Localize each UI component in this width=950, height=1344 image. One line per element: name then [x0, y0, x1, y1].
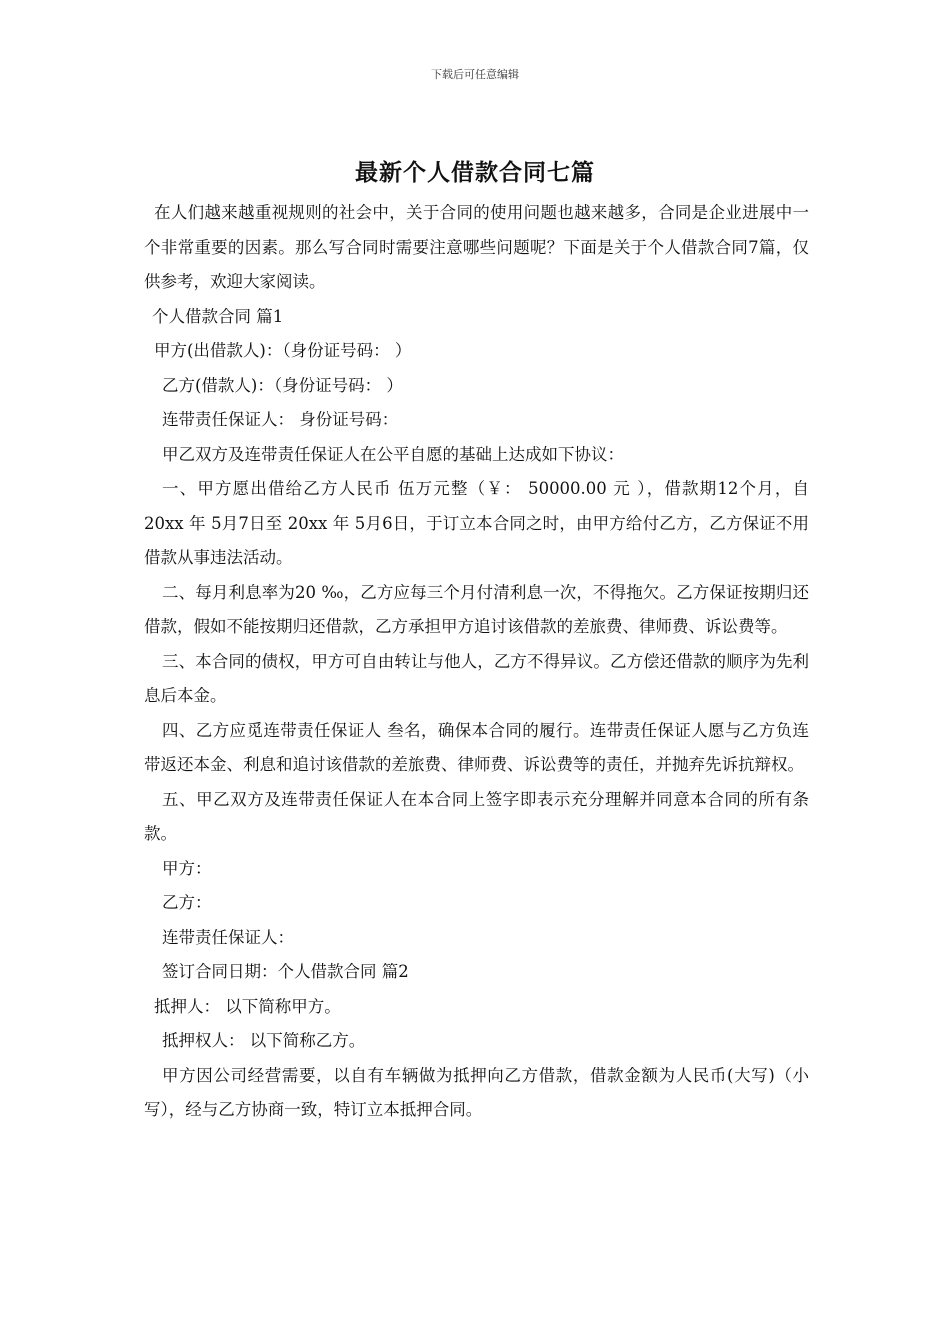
- paragraph: 甲乙双方及连带责任保证人在公平自愿的基础上达成如下协议：: [162, 444, 624, 464]
- paragraph: 三、本合同的债权，甲方可自由转让与他人，乙方不得异议。乙方偿还借款的顺序为先利息后本金。: [144, 651, 809, 705]
- paragraph: 甲方(出借款人)：（身份证号码： ）: [154, 341, 412, 360]
- paragraph: 抵押权人： 以下简称乙方。: [162, 1031, 366, 1050]
- paragraph: 乙方(借款人)：（身份证号码： ）: [162, 375, 403, 395]
- paragraph: 一、甲方愿出借给乙方人民币 伍万元整（￥： 50000.00 元 ），借款期12个月，自20xx 年 5月7日至 20xx 年 5月6日，于订立本合同之时，由甲方给付乙方，乙方保证不用借款从事违法活动。: [144, 479, 809, 567]
- document-title: 最新个人借款合同七篇: [355, 159, 595, 186]
- document-body: [144, 196, 809, 1128]
- paragraph: 五、甲乙双方及连带责任保证人在本合同上签字即表示充分理解并同意本合同的所有条款。: [144, 789, 809, 843]
- paragraph: 甲方：: [162, 858, 212, 878]
- paragraph: 抵押人： 以下简称甲方。: [154, 996, 341, 1016]
- paragraph: 个人借款合同 篇1: [152, 306, 284, 326]
- paragraph: 签订合同日期：个人借款合同 篇2: [162, 962, 409, 981]
- paragraph: 连带责任保证人：: [162, 927, 294, 947]
- paragraph: 连带责任保证人： 身份证号码：: [162, 410, 399, 429]
- paragraph: 乙方：: [162, 893, 212, 912]
- paragraph: 二、每月利息率为20 ‰，乙方应每三个月付清利息一次，不得拖欠。乙方保证按期归还借款，假如不能按期归还借款，乙方承担甲方追讨该借款的差旅费、律师费、诉讼费等。: [144, 582, 809, 636]
- header-note: 下载后可任意编辑: [431, 68, 519, 81]
- paragraph: 四、乙方应觅连带责任保证人 叁名，确保本合同的履行。连带责任保证人愿与乙方负连带返还本金、利息和追讨该借款的差旅费、律师费、诉讼费等的责任，并抛弃先诉抗辩权。: [144, 720, 809, 774]
- paragraph: 在人们越来越重视规则的社会中，关于合同的使用问题也越来越多，合同是企业进展中一个非常重要的因素。那么写合同时需要注意哪些问题呢？下面是关于个人借款合同7篇，仅供参考，欢迎大家阅读。: [144, 203, 809, 291]
- paragraph: 甲方因公司经营需要，以自有车辆做为抵押向乙方借款，借款金额为人民币(大写)（小写），经与乙方协商一致，特订立本抵押合同。: [144, 1065, 809, 1119]
